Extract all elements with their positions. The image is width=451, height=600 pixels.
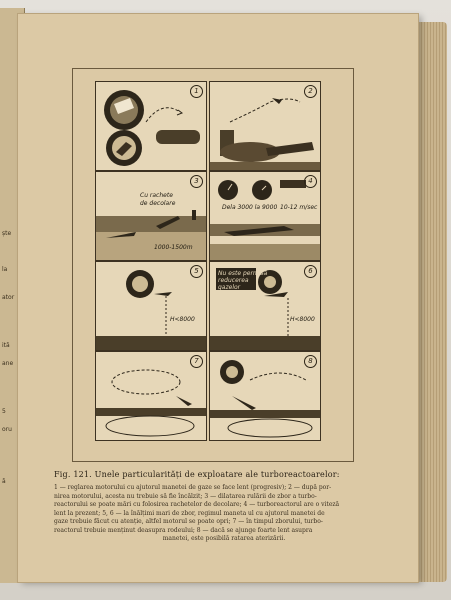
panel-label: 10-12 m/sec — [280, 204, 318, 211]
caption-line: reactorul trebuie menținut deasupra rodeului; 8 — dacă se ajunge foarte lent asupra — [54, 526, 313, 534]
caption-line: lent la prezent; 5, 6 — la înălțimi mari de zbor, regimul maneta ul cu ajutorul manetei de — [54, 509, 325, 517]
panel-number: 6 — [304, 265, 317, 278]
left-page-text: ă — [2, 478, 6, 485]
left-page-text: ane — [2, 360, 14, 367]
panel-label: Dela 3000 la 9000 — [222, 204, 278, 211]
left-page-text: ator — [2, 294, 15, 301]
panel-1-illustration — [96, 82, 206, 170]
panel-8 — [209, 351, 321, 441]
book-page — [18, 14, 418, 582]
panel-1 — [95, 81, 207, 171]
panel-8-illustration — [210, 352, 320, 440]
panel-number: 7 — [190, 355, 203, 368]
panel-number: 5 — [190, 265, 203, 278]
left-page-text: la — [2, 266, 8, 273]
left-page-text: 5 — [2, 408, 6, 415]
panel-3 — [95, 171, 207, 261]
panel-label: reducerea — [218, 277, 249, 284]
panel-number: 8 — [304, 355, 317, 368]
panel-number: 4 — [304, 175, 317, 188]
panel-2-illustration — [210, 82, 320, 170]
panel-label: Nu este permisă — [218, 270, 268, 277]
figure-caption-title: Fig. 121. Unele particularități de exploatare ale turboreactoarelor: — [54, 470, 340, 479]
panel-2 — [209, 81, 321, 171]
panel-label: 1000-1500m — [154, 244, 193, 251]
figure-121 — [72, 68, 354, 462]
panel-label: de decolare — [140, 200, 176, 207]
panel-5-illustration — [96, 262, 206, 350]
panel-6 — [209, 261, 321, 351]
panel-number: 2 — [304, 85, 317, 98]
panel-label: H<8000 — [170, 316, 195, 323]
panel-7 — [95, 351, 207, 441]
panel-4 — [209, 171, 321, 261]
panel-7-illustration — [96, 352, 206, 440]
panel-5 — [95, 261, 207, 351]
left-page-text: ște — [2, 230, 12, 237]
panel-number: 3 — [190, 175, 203, 188]
caption-line: manetei, este posibilă ratarea aterizării. — [162, 535, 286, 542]
caption-line: nirea motorului, acesta nu trebuie să fie încălzit; 3 — dilatarea rulării de zbor a turbo- — [54, 492, 317, 500]
caption-line: 1 — reglarea motorului cu ajutorul manetei de gaze se face lent (progresiv); 2 — după por- — [54, 484, 332, 491]
left-page-text: oru — [2, 426, 12, 433]
caption-line: gaze trebuie făcut cu atenție, altfel motorul se poate opri; 7 — în timpul zborului, turbo- — [54, 518, 323, 525]
figure-caption-body — [54, 484, 394, 544]
panel-label: Cu rachete — [140, 192, 173, 199]
panel-4-illustration — [210, 172, 320, 260]
left-page-text: ită — [2, 342, 10, 349]
panel-number: 1 — [190, 85, 203, 98]
panel-label: gazelor — [218, 284, 241, 291]
panel-label: H<8000 — [290, 316, 315, 323]
caption-line: reactorului se poate mări cu folosirea rachetelor de decolare; 4 — turboreactorul are o viteză — [54, 501, 340, 508]
